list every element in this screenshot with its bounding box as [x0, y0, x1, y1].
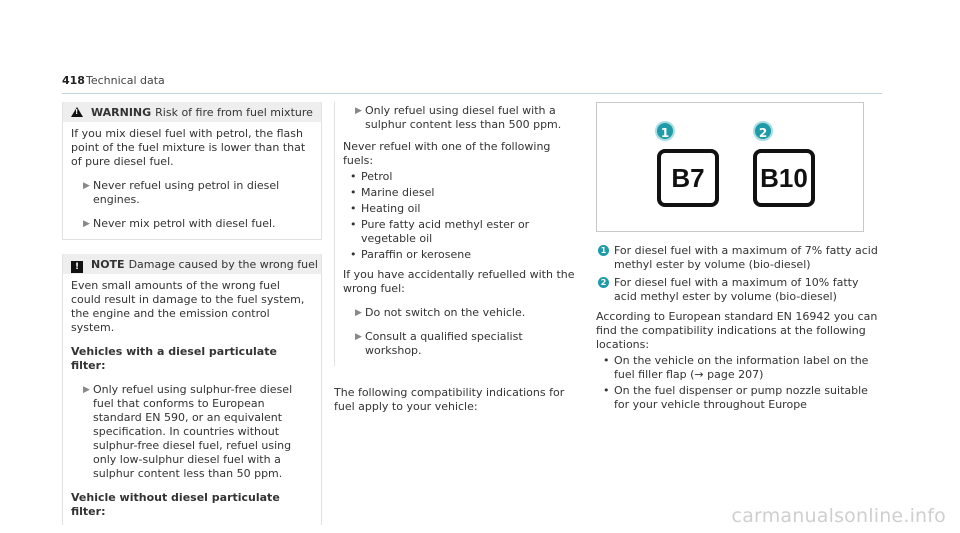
never-refuel-intro: Never refuel with one of the following fuels: [343, 140, 551, 167]
figure-legend [596, 244, 878, 304]
legend-marker-2: 2 [598, 277, 609, 288]
marker-1: 1 [655, 121, 675, 141]
label-b7: B7 [657, 149, 719, 207]
subhead-with-filter: Vehicles with a diesel particulate filter: [71, 345, 277, 372]
warning-header [63, 102, 321, 122]
step-arrow-icon [355, 330, 362, 344]
column-left [62, 102, 322, 525]
note-step-without-filter: ▶ Only refuel using diesel fuel with a sulphur content less than 500 ppm. [335, 104, 584, 132]
step-arrow-icon [355, 306, 362, 320]
note-header [63, 254, 321, 274]
subhead-without-filter: Vehicle without diesel particulate filter: [71, 491, 280, 518]
note-text: Even small amounts of the wrong fuel could result in damage to the fuel system, the engine and the emission control system. [71, 279, 305, 334]
note-title: Damage caused by the wrong fuel [128, 258, 318, 271]
list-item: • Paraffin or kerosene [343, 248, 576, 262]
warning-box [62, 102, 322, 240]
list-item: • Heating oil [343, 202, 576, 216]
step-arrow-icon [83, 217, 90, 231]
warning-label: WARNING [91, 106, 152, 119]
locations-list [596, 354, 878, 412]
step-arrow-icon [83, 179, 90, 193]
never-fuels-list [335, 170, 584, 262]
note-box [62, 254, 322, 525]
note-label: NOTE [91, 258, 125, 271]
warning-title: Risk of fire from fuel mixture [155, 106, 313, 119]
standard-text: According to European standard EN 16942 you can find the compatibility indications at the following locations: [596, 310, 878, 351]
marker-2: 2 [753, 121, 773, 141]
warning-step-1: ▶ Never refuel using petrol in diesel engines. [63, 179, 321, 207]
note-exclamation-icon: ! [71, 261, 83, 273]
warning-step-2: ▶ Never mix petrol with diesel fuel. [63, 217, 321, 231]
step-arrow-icon [83, 383, 90, 397]
accident-step-2: ▶ Consult a qualified specialist workshop. [335, 330, 584, 358]
column-right [596, 102, 878, 412]
accident-step-1: ▶ Do not switch on the vehicle. [335, 306, 584, 320]
list-item: • On the fuel dispenser or pump nozzle suitable for your vehicle throughout Europe [596, 384, 878, 412]
list-item: • Marine diesel [343, 186, 576, 200]
label-b10: B10 [753, 149, 815, 207]
legend-item-1: 1 For diesel fuel with a maximum of 7% fatty acid methyl ester by volume (bio-diesel) [596, 244, 878, 272]
watermark: carmanualsonline.info [731, 505, 946, 527]
list-item: • On the vehicle on the information label on the fuel filler flap (→ page 207) [596, 354, 878, 382]
note-step-with-filter: ▶ Only refuel using sulphur-free diesel fuel that conforms to European standard EN 590, or an equivalent specification. In countries without sulphur-free diesel fuel, refuel using only low-sulphur diesel fuel with a sulphur content less than 50 ppm. [63, 383, 321, 481]
page-header [62, 74, 882, 94]
list-item: • Pure fatty acid methyl ester or vegetable oil [343, 218, 576, 246]
note-continued [334, 102, 584, 366]
column-middle [334, 102, 584, 414]
fuel-compat-figure [596, 102, 864, 232]
warning-text: If you mix diesel fuel with petrol, the flash point of the fuel mixture is lower than that of pure diesel fuel. [71, 127, 306, 168]
compat-intro: The following compatibility indications for fuel apply to your vehicle: [334, 386, 565, 413]
accident-text: If you have accidentally refuelled with the wrong fuel: [343, 268, 575, 295]
legend-marker-1: 1 [598, 245, 609, 256]
warning-triangle-icon [71, 107, 83, 117]
step-arrow-icon [355, 104, 362, 118]
list-item: • Petrol [343, 170, 576, 184]
legend-item-2: 2 For diesel fuel with a maximum of 10% fatty acid methyl ester by volume (bio-diesel) [596, 276, 878, 304]
page-number: 418 [62, 74, 85, 87]
section-title: Technical data [86, 74, 165, 87]
